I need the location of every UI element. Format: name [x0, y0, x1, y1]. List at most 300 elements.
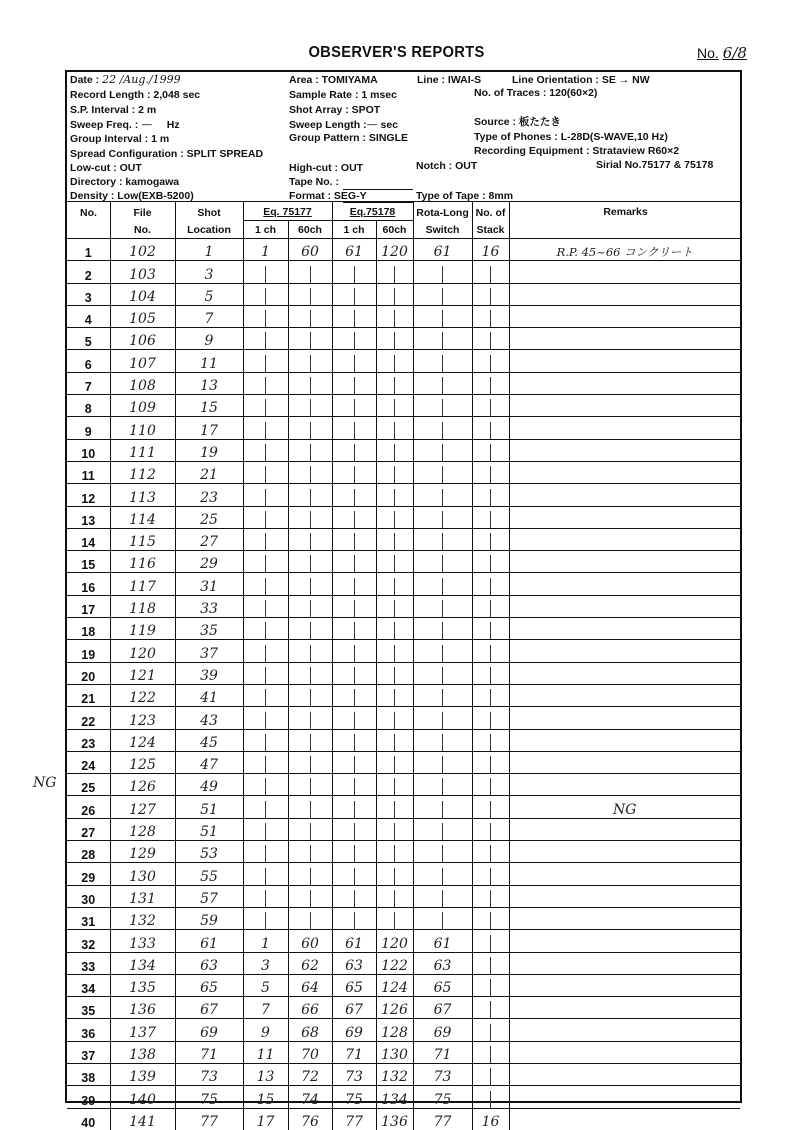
ditto-mark [265, 444, 266, 461]
eq75177-60ch [288, 261, 332, 283]
row-number: 20 [67, 662, 110, 684]
eq75177-60ch [288, 640, 332, 662]
line-field: Line : IWAI-S [417, 74, 482, 86]
ditto-mark [394, 912, 395, 929]
table-row [67, 618, 740, 640]
ditto-mark [490, 310, 491, 327]
ditto-mark [354, 332, 355, 349]
eq75177-1ch [243, 484, 288, 506]
remarks [509, 618, 740, 640]
ditto-mark [442, 600, 443, 617]
eq75178-1ch [332, 484, 376, 506]
eq75177-1ch: 1 [243, 239, 288, 261]
ditto-mark [490, 399, 491, 416]
col-rota-2: Switch [425, 224, 460, 236]
eq75178-60ch [376, 618, 413, 640]
eq75178-60ch [376, 305, 413, 327]
eq75178-1ch: 75 [332, 1086, 376, 1108]
table-row [67, 930, 740, 952]
ditto-mark [490, 377, 491, 394]
ditto-mark [394, 489, 395, 506]
ditto-mark [394, 778, 395, 795]
eq75177-60ch: 62 [288, 952, 332, 974]
shot-location: 59 [175, 907, 243, 929]
eq75178-1ch [332, 684, 376, 706]
stack-count [472, 328, 509, 350]
row-number: 35 [67, 997, 110, 1019]
stack-count [472, 417, 509, 439]
ditto-mark [265, 288, 266, 305]
ditto-mark [310, 511, 311, 528]
file-number: 132 [110, 907, 175, 929]
sweep-freq-field: Sweep Freq. : — Hz [70, 118, 180, 131]
ditto-mark [490, 801, 491, 818]
eq75177-60ch [288, 551, 332, 573]
row-number: 15 [67, 551, 110, 573]
eq75178-60ch [376, 551, 413, 573]
rota-long-switch [413, 618, 472, 640]
eq75178-60ch: 132 [376, 1063, 413, 1085]
stack-count [472, 1041, 509, 1063]
eq75177-1ch [243, 283, 288, 305]
table-row [67, 662, 740, 684]
eq75177-1ch: 17 [243, 1108, 288, 1130]
col-shot-2: Location [187, 224, 231, 236]
remarks [509, 997, 740, 1019]
ditto-mark [490, 979, 491, 996]
file-number: 133 [110, 930, 175, 952]
rota-long-switch [413, 551, 472, 573]
ditto-mark [490, 578, 491, 595]
eq75178-1ch [332, 595, 376, 617]
remarks [509, 729, 740, 751]
ditto-mark [265, 489, 266, 506]
ditto-mark [442, 823, 443, 840]
ditto-mark [394, 845, 395, 862]
eq75177-1ch: 13 [243, 1063, 288, 1085]
stack-count [472, 907, 509, 929]
ditto-mark [354, 689, 355, 706]
rota-long-switch: 61 [413, 930, 472, 952]
eq75177-60ch: 66 [288, 997, 332, 1019]
stack-count [472, 841, 509, 863]
stack-count [472, 528, 509, 550]
row-number: 4 [67, 305, 110, 327]
ditto-mark [310, 734, 311, 751]
stack-count [472, 439, 509, 461]
ditto-mark [490, 1046, 491, 1063]
group-interval-field: Group Interval : 1 m [70, 133, 170, 145]
date-field: Date : 22 /Aug./1999 [70, 73, 181, 86]
table-row [67, 863, 740, 885]
rota-long-switch [413, 907, 472, 929]
ditto-mark [265, 355, 266, 372]
eq75177-60ch [288, 662, 332, 684]
stack-count [472, 395, 509, 417]
shot-location: 73 [175, 1063, 243, 1085]
stack-count [472, 684, 509, 706]
table-row [67, 551, 740, 573]
ditto-mark [442, 912, 443, 929]
col-remarks: Remarks [603, 206, 648, 218]
table-row [67, 907, 740, 929]
shot-location: 77 [175, 1108, 243, 1130]
rota-long-switch [413, 506, 472, 528]
rota-long-switch [413, 528, 472, 550]
row-number: 7 [67, 372, 110, 394]
file-number: 126 [110, 774, 175, 796]
shot-location: 9 [175, 328, 243, 350]
remarks [509, 395, 740, 417]
row-number: 31 [67, 907, 110, 929]
row-number: 34 [67, 974, 110, 996]
eq75178-1ch: 61 [332, 930, 376, 952]
ditto-mark [354, 845, 355, 862]
file-number: 124 [110, 729, 175, 751]
ditto-mark [442, 868, 443, 885]
eq75178-1ch [332, 707, 376, 729]
row-number: 30 [67, 885, 110, 907]
row-number: 10 [67, 439, 110, 461]
eq75177-1ch: 5 [243, 974, 288, 996]
ditto-mark [490, 444, 491, 461]
eq75177-1ch [243, 707, 288, 729]
col-eq1: Eq. 75177 [263, 206, 312, 218]
ditto-mark [394, 622, 395, 639]
eq75177-1ch [243, 261, 288, 283]
row-number: 32 [67, 930, 110, 952]
row-number: 14 [67, 528, 110, 550]
eq75178-1ch [332, 283, 376, 305]
eq75178-1ch [332, 618, 376, 640]
row-number: 37 [67, 1041, 110, 1063]
remarks [509, 974, 740, 996]
remarks [509, 1019, 740, 1041]
ditto-mark [265, 756, 266, 773]
row-number: 19 [67, 640, 110, 662]
ditto-mark [394, 645, 395, 662]
row-number: 38 [67, 1063, 110, 1085]
table-row [67, 350, 740, 372]
margin-note: NG [33, 775, 57, 791]
eq75178-1ch [332, 372, 376, 394]
file-number: 107 [110, 350, 175, 372]
eq75177-60ch [288, 618, 332, 640]
ditto-mark [354, 712, 355, 729]
ditto-mark [310, 466, 311, 483]
eq75177-60ch [288, 863, 332, 885]
sweep-length-field: Sweep Length :— sec [289, 118, 399, 131]
eq75177-60ch [288, 751, 332, 773]
row-number: 8 [67, 395, 110, 417]
stack-count [472, 818, 509, 840]
table-row [67, 1041, 740, 1063]
file-number: 119 [110, 618, 175, 640]
rota-long-switch [413, 484, 472, 506]
ditto-mark [442, 645, 443, 662]
eq75178-1ch: 61 [332, 239, 376, 261]
row-number: 24 [67, 751, 110, 773]
shot-location: 55 [175, 863, 243, 885]
rota-long-switch [413, 841, 472, 863]
ditto-mark [354, 912, 355, 929]
ditto-mark [490, 1091, 491, 1108]
ditto-mark [354, 734, 355, 751]
ditto-mark [265, 712, 266, 729]
ditto-mark [490, 912, 491, 929]
ditto-mark [490, 355, 491, 372]
line-orientation-field: Line Orientation : SE → NW [512, 74, 650, 86]
rota-long-switch [413, 328, 472, 350]
ditto-mark [442, 377, 443, 394]
eq75177-60ch [288, 305, 332, 327]
ditto-mark [442, 734, 443, 751]
table-row [67, 573, 740, 595]
remarks [509, 1108, 740, 1130]
file-number: 139 [110, 1063, 175, 1085]
eq75177-1ch [243, 729, 288, 751]
eq75177-1ch [243, 640, 288, 662]
table-row [67, 395, 740, 417]
ditto-mark [490, 533, 491, 550]
table-row [67, 841, 740, 863]
ditto-mark [265, 890, 266, 907]
ditto-mark [310, 578, 311, 595]
ditto-mark [265, 555, 266, 572]
shot-location: 51 [175, 796, 243, 818]
stack-count [472, 283, 509, 305]
ditto-mark [442, 310, 443, 327]
table-row [67, 729, 740, 751]
rota-long-switch: 61 [413, 239, 472, 261]
row-number: 16 [67, 573, 110, 595]
ditto-mark [394, 890, 395, 907]
ditto-mark [442, 689, 443, 706]
ditto-mark [310, 912, 311, 929]
eq75178-1ch [332, 305, 376, 327]
sweep-freq-value: — [141, 118, 153, 131]
ditto-mark [442, 466, 443, 483]
eq75177-1ch [243, 841, 288, 863]
rota-long-switch: 63 [413, 952, 472, 974]
rota-long-switch [413, 261, 472, 283]
eq75177-60ch: 76 [288, 1108, 332, 1130]
rota-long-switch: 69 [413, 1019, 472, 1041]
ditto-mark [354, 466, 355, 483]
shot-location: 11 [175, 350, 243, 372]
ditto-mark [442, 266, 443, 283]
eq75178-60ch [376, 328, 413, 350]
ditto-mark [310, 823, 311, 840]
rota-long-switch [413, 283, 472, 305]
ditto-mark [265, 399, 266, 416]
ditto-mark [490, 1024, 491, 1041]
ditto-mark [490, 511, 491, 528]
col-rota: Rota-Long [416, 207, 469, 219]
eq75178-1ch [332, 461, 376, 483]
eq75177-1ch [243, 439, 288, 461]
ditto-mark [442, 801, 443, 818]
shot-location: 43 [175, 707, 243, 729]
eq75178-60ch [376, 417, 413, 439]
ditto-mark [265, 689, 266, 706]
ditto-mark [490, 555, 491, 572]
file-number: 128 [110, 818, 175, 840]
remarks [509, 818, 740, 840]
file-number: 120 [110, 640, 175, 662]
shot-location: 13 [175, 372, 243, 394]
ditto-mark [394, 578, 395, 595]
traces-field: No. of Traces : 120(60×2) [474, 87, 598, 99]
table-row [67, 528, 740, 550]
shot-location: 1 [175, 239, 243, 261]
eq75177-1ch [243, 528, 288, 550]
ditto-mark [310, 489, 311, 506]
eq75178-1ch [332, 818, 376, 840]
shot-location: 75 [175, 1086, 243, 1108]
remarks [509, 751, 740, 773]
stack-count [472, 551, 509, 573]
ditto-mark [310, 712, 311, 729]
ditto-mark [310, 377, 311, 394]
remarks [509, 640, 740, 662]
ditto-mark [354, 489, 355, 506]
eq75177-60ch: 72 [288, 1063, 332, 1085]
shot-location: 39 [175, 662, 243, 684]
eq75178-1ch [332, 907, 376, 929]
eq75177-1ch [243, 595, 288, 617]
ditto-mark [265, 533, 266, 550]
eq75177-1ch: 7 [243, 997, 288, 1019]
ditto-mark [354, 444, 355, 461]
eq75177-1ch [243, 551, 288, 573]
ditto-mark [394, 511, 395, 528]
ditto-mark [490, 689, 491, 706]
eq75178-60ch [376, 907, 413, 929]
rota-long-switch [413, 774, 472, 796]
ditto-mark [354, 801, 355, 818]
stack-count [472, 662, 509, 684]
col-eq1-60ch: 60ch [298, 224, 322, 236]
stack-count [472, 863, 509, 885]
ditto-mark [310, 667, 311, 684]
shot-location: 51 [175, 818, 243, 840]
eq75177-60ch [288, 684, 332, 706]
rota-long-switch [413, 885, 472, 907]
eq75177-60ch [288, 350, 332, 372]
eq75177-60ch: 60 [288, 239, 332, 261]
ditto-mark [310, 890, 311, 907]
shot-location: 49 [175, 774, 243, 796]
eq75177-1ch [243, 774, 288, 796]
eq75178-60ch [376, 461, 413, 483]
ditto-mark [310, 288, 311, 305]
shot-location: 57 [175, 885, 243, 907]
shot-location: 47 [175, 751, 243, 773]
remarks [509, 551, 740, 573]
eq75178-60ch [376, 283, 413, 305]
eq75177-60ch [288, 573, 332, 595]
ditto-mark [394, 801, 395, 818]
ditto-mark [490, 845, 491, 862]
row-number: 13 [67, 506, 110, 528]
remarks [509, 417, 740, 439]
table-row [67, 484, 740, 506]
ditto-mark [354, 355, 355, 372]
spread-config-field: Spread Configuration : SPLIT SPREAD [70, 148, 264, 160]
rota-long-switch [413, 573, 472, 595]
table-row [67, 261, 740, 283]
remarks [509, 305, 740, 327]
ditto-mark [442, 667, 443, 684]
file-number: 111 [110, 439, 175, 461]
eq75178-60ch [376, 818, 413, 840]
eq75178-60ch: 126 [376, 997, 413, 1019]
remarks [509, 952, 740, 974]
table-row [67, 751, 740, 773]
rota-long-switch: 77 [413, 1108, 472, 1130]
shot-location: 65 [175, 974, 243, 996]
ditto-mark [310, 555, 311, 572]
ditto-mark [354, 578, 355, 595]
ditto-mark [490, 288, 491, 305]
eq75178-60ch [376, 528, 413, 550]
ditto-mark [394, 689, 395, 706]
row-number: 18 [67, 618, 110, 640]
ditto-mark [442, 444, 443, 461]
eq75177-1ch [243, 684, 288, 706]
observer-table [67, 239, 740, 1130]
ditto-mark [394, 288, 395, 305]
ditto-mark [354, 266, 355, 283]
ditto-mark [442, 533, 443, 550]
ditto-mark [490, 778, 491, 795]
ditto-mark [394, 533, 395, 550]
eq75178-1ch [332, 640, 376, 662]
table-row [67, 707, 740, 729]
ditto-mark [265, 310, 266, 327]
ditto-mark [265, 667, 266, 684]
eq75178-60ch [376, 729, 413, 751]
file-number: 129 [110, 841, 175, 863]
stack-count [472, 1063, 509, 1085]
ditto-mark [354, 533, 355, 550]
shot-location: 15 [175, 395, 243, 417]
eq75177-60ch [288, 885, 332, 907]
group-pattern-field: Group Pattern : SINGLE [289, 132, 409, 144]
row-number: 36 [67, 1019, 110, 1041]
ditto-mark [490, 266, 491, 283]
eq75178-1ch [332, 328, 376, 350]
shot-location: 53 [175, 841, 243, 863]
remarks [509, 684, 740, 706]
row-number: 9 [67, 417, 110, 439]
remarks [509, 907, 740, 929]
table-row [67, 439, 740, 461]
rota-long-switch [413, 305, 472, 327]
stack-count [472, 729, 509, 751]
ditto-mark [310, 444, 311, 461]
row-number: 26 [67, 796, 110, 818]
shot-location: 7 [175, 305, 243, 327]
rota-long-switch [413, 751, 472, 773]
rota-long-switch: 73 [413, 1063, 472, 1085]
eq75177-1ch [243, 328, 288, 350]
ditto-mark [394, 756, 395, 773]
ditto-mark [394, 399, 395, 416]
eq75178-1ch: 69 [332, 1019, 376, 1041]
rota-long-switch: 75 [413, 1086, 472, 1108]
